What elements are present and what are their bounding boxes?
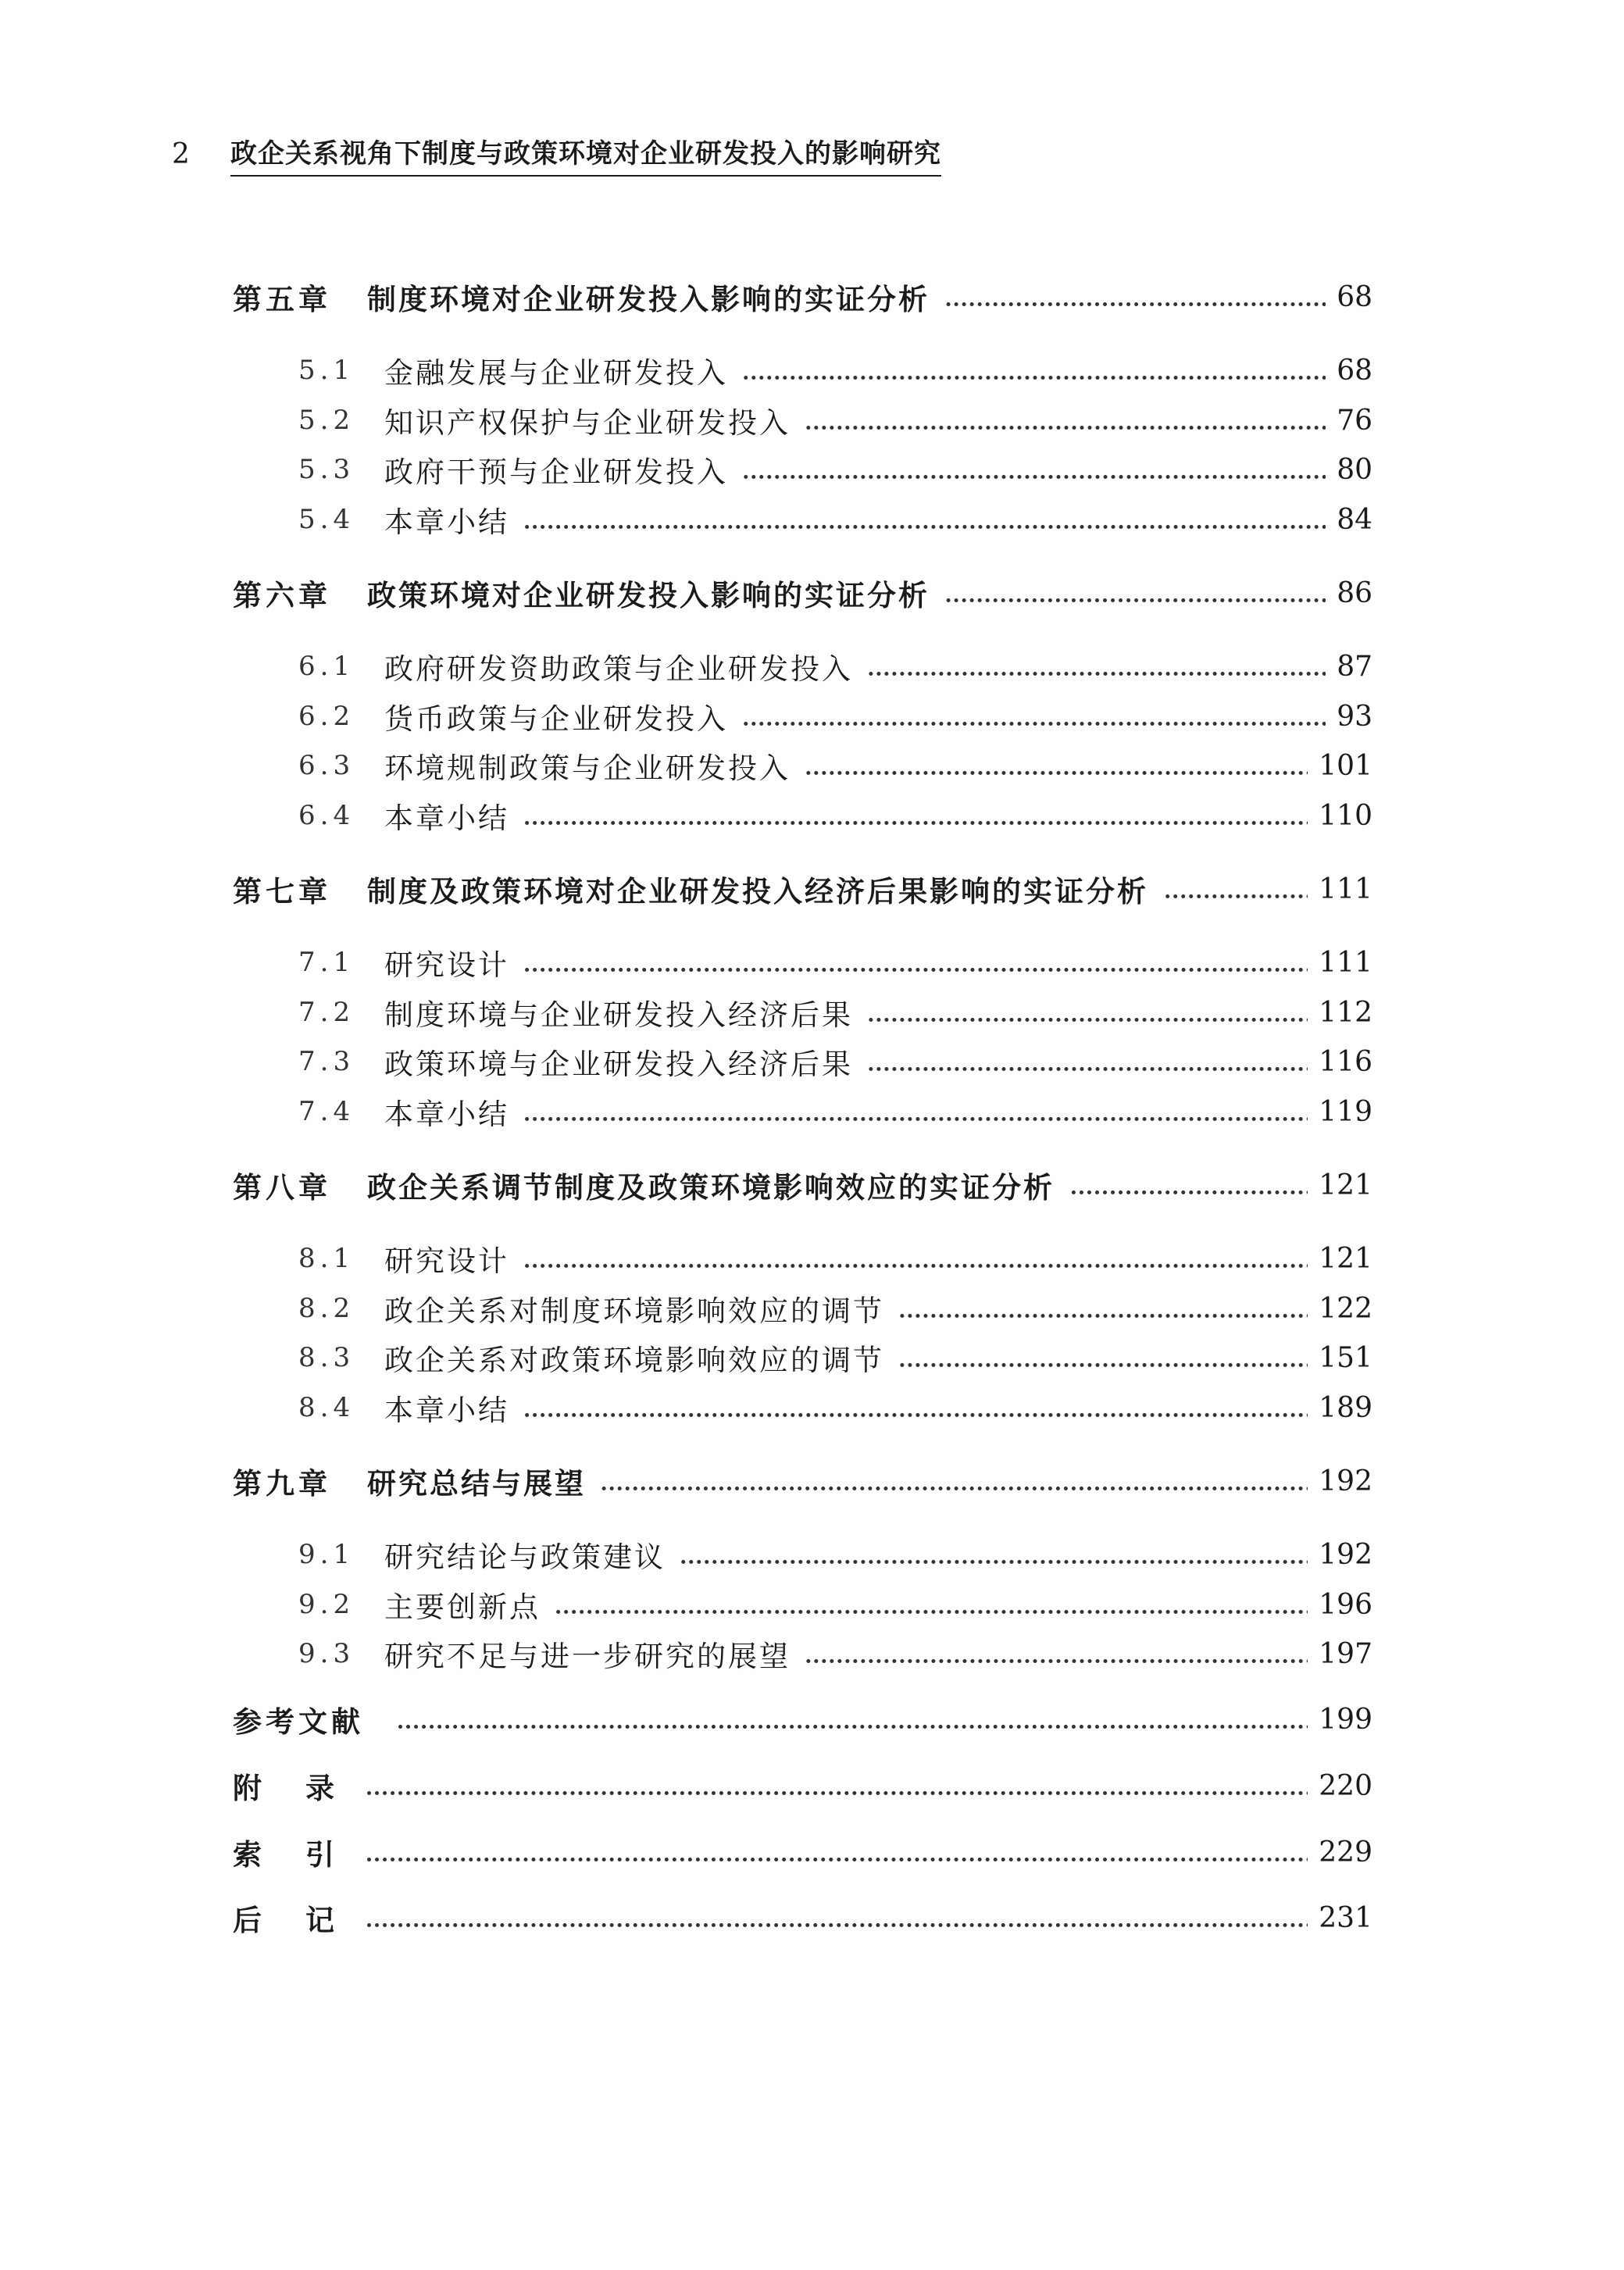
toc-section-row[interactable]: [0, 797, 1624, 834]
toc-section-row[interactable]: [0, 402, 1624, 439]
page-ref-number: 220: [1308, 1770, 1372, 1802]
page-ref-number: 116: [1308, 1046, 1372, 1078]
section-number: 7.4: [298, 1096, 355, 1127]
chapter-label: 第七章: [233, 875, 331, 908]
section-title: 政府干预与企业研发投入: [384, 448, 742, 491]
page-ref-number: 101: [1308, 750, 1372, 782]
page-ref-number: 111: [1308, 873, 1372, 905]
section-number: 8.2: [298, 1293, 355, 1324]
page-ref-number: 199: [1308, 1704, 1372, 1736]
running-title: 政企关系视角下制度与政策环境对企业研发投入的影响研究: [230, 132, 941, 177]
page-ref-number: 121: [1308, 1243, 1372, 1275]
toc-chapter-row[interactable]: [0, 278, 1624, 316]
section-title: 政策环境与企业研发投入经济后果: [384, 1040, 867, 1083]
section-title: 研究设计: [384, 1237, 523, 1280]
chapter-label: 第八章: [233, 1171, 331, 1205]
section-title: 研究设计: [384, 941, 523, 983]
section-title: 金融发展与企业研发投入: [384, 349, 742, 391]
chapter-title: 政策环境对企业研发投入影响的实证分析: [367, 572, 944, 614]
toc-section-row[interactable]: [0, 1290, 1624, 1327]
toc-section-row[interactable]: [0, 451, 1624, 488]
toc-section-row[interactable]: [0, 648, 1624, 685]
page-ref-number: 68: [1326, 355, 1372, 387]
dot-leader: [367, 1758, 1366, 1795]
toc-backmatter-row[interactable]: [0, 1833, 1624, 1871]
dot-leader: [384, 934, 1366, 972]
section-number: 7.1: [298, 947, 355, 978]
page-ref-number: 80: [1326, 454, 1372, 486]
chapter-label: 第五章: [233, 283, 331, 316]
toc-chapter-row[interactable]: [0, 1462, 1624, 1500]
section-number: 6.2: [298, 701, 355, 732]
page-ref-number: 231: [1308, 1902, 1372, 1934]
dot-leader: [384, 1230, 1366, 1268]
chapter-title: 研究总结与展望: [367, 1460, 600, 1502]
section-title: 环境规制政策与企业研发投入: [384, 744, 805, 787]
page-number: 2: [172, 137, 190, 170]
chapter-label: 参考文献: [233, 1705, 364, 1739]
page-ref-number: 76: [1326, 405, 1372, 437]
section-title: 货币政策与企业研发投入: [384, 695, 742, 737]
page-ref-number: 196: [1308, 1589, 1372, 1621]
page-ref-number: 93: [1326, 701, 1372, 733]
toc-section-row[interactable]: [0, 1536, 1624, 1573]
page-ref-number: 111: [1308, 947, 1372, 979]
dot-leader: [384, 1379, 1366, 1417]
section-number: 9.1: [298, 1539, 355, 1570]
page-ref-number: 112: [1308, 997, 1372, 1029]
toc-backmatter-row[interactable]: [0, 1767, 1624, 1804]
dot-leader: [367, 1824, 1366, 1861]
toc-backmatter-row[interactable]: [0, 1899, 1624, 1936]
section-number: 5.2: [298, 405, 355, 436]
section-number: 7.3: [298, 1046, 355, 1077]
page-ref-number: 121: [1308, 1169, 1372, 1201]
toc-section-row[interactable]: [0, 944, 1624, 981]
toc-section-row[interactable]: [0, 352, 1624, 389]
section-title: 政企关系对制度环境影响效应的调节: [384, 1287, 898, 1330]
page-ref-number: 122: [1308, 1293, 1372, 1325]
chapter-title: 政企关系调节制度及政策环境影响效应的实证分析: [367, 1164, 1069, 1206]
section-number: 7.2: [298, 997, 355, 1028]
section-title: 知识产权保护与企业研发投入: [384, 399, 805, 441]
chapter-title: 制度环境对企业研发投入影响的实证分析: [367, 276, 944, 318]
dot-leader: [384, 787, 1366, 825]
page-ref-number: 110: [1308, 800, 1372, 832]
page-ref-number: 151: [1308, 1342, 1372, 1374]
page-ref-number: 192: [1308, 1539, 1372, 1571]
toc-chapter-row[interactable]: [0, 1166, 1624, 1204]
page-ref-number: 87: [1326, 651, 1372, 683]
toc-section-row[interactable]: [0, 1635, 1624, 1672]
toc-section-row[interactable]: [0, 698, 1624, 735]
chapter-title: 制度及政策环境对企业研发投入经济后果影响的实证分析: [367, 868, 1162, 910]
toc-section-row[interactable]: [0, 994, 1624, 1031]
section-title: 研究结论与政策建议: [384, 1533, 680, 1576]
section-title: 研究不足与进一步研究的展望: [384, 1633, 805, 1675]
section-title: 政府研发资助政策与企业研发投入: [384, 645, 867, 687]
toc-section-row[interactable]: [0, 1240, 1624, 1277]
section-number: 5.3: [298, 454, 355, 485]
section-number: 8.1: [298, 1243, 355, 1274]
chapter-label: 后记: [233, 1904, 378, 1937]
page-ref-number: 192: [1308, 1465, 1372, 1497]
page-ref-number: 119: [1308, 1096, 1372, 1128]
dot-leader: [367, 1890, 1366, 1927]
toc-chapter-row[interactable]: [0, 870, 1624, 908]
section-title: 主要创新点: [384, 1583, 555, 1626]
section-number: 8.3: [298, 1342, 355, 1373]
toc-section-row[interactable]: [0, 1093, 1624, 1130]
section-title: 政企关系对政策环境影响效应的调节: [384, 1337, 898, 1379]
section-number: 5.1: [298, 355, 355, 386]
dot-leader: [398, 1691, 1366, 1729]
section-number: 8.4: [298, 1392, 355, 1423]
toc-section-row[interactable]: [0, 747, 1624, 784]
page-ref-number: 197: [1308, 1638, 1372, 1670]
toc-section-row[interactable]: [0, 1389, 1624, 1426]
dot-leader: [384, 491, 1366, 529]
section-number: 6.3: [298, 750, 355, 781]
page-ref-number: 86: [1326, 577, 1372, 609]
chapter-label: 索引: [233, 1838, 378, 1872]
toc-chapter-row[interactable]: [0, 574, 1624, 612]
toc-backmatter-row[interactable]: [0, 1701, 1624, 1738]
section-number: 9.3: [298, 1638, 355, 1669]
chapter-label: 第九章: [233, 1467, 331, 1501]
chapter-label: 附录: [233, 1772, 378, 1805]
page-ref-number: 229: [1308, 1836, 1372, 1868]
section-title: 本章小结: [384, 1387, 523, 1429]
toc-section-row[interactable]: [0, 1339, 1624, 1376]
section-number: 5.4: [298, 504, 355, 535]
section-title: 制度环境与企业研发投入经济后果: [384, 991, 867, 1033]
section-number: 6.4: [298, 800, 355, 831]
running-header: [172, 134, 941, 173]
page-ref-number: 189: [1308, 1392, 1372, 1424]
section-number: 9.2: [298, 1589, 355, 1620]
toc-section-row[interactable]: [0, 1586, 1624, 1623]
section-title: 本章小结: [384, 498, 523, 541]
page-ref-number: 68: [1326, 281, 1372, 313]
section-number: 6.1: [298, 651, 355, 682]
section-title: 本章小结: [384, 794, 523, 837]
toc-section-row[interactable]: [0, 1043, 1624, 1080]
section-title: 本章小结: [384, 1090, 523, 1133]
page-ref-number: 84: [1326, 504, 1372, 536]
dot-leader: [384, 1083, 1366, 1121]
chapter-label: 第六章: [233, 579, 331, 612]
toc-section-row[interactable]: [0, 501, 1624, 538]
